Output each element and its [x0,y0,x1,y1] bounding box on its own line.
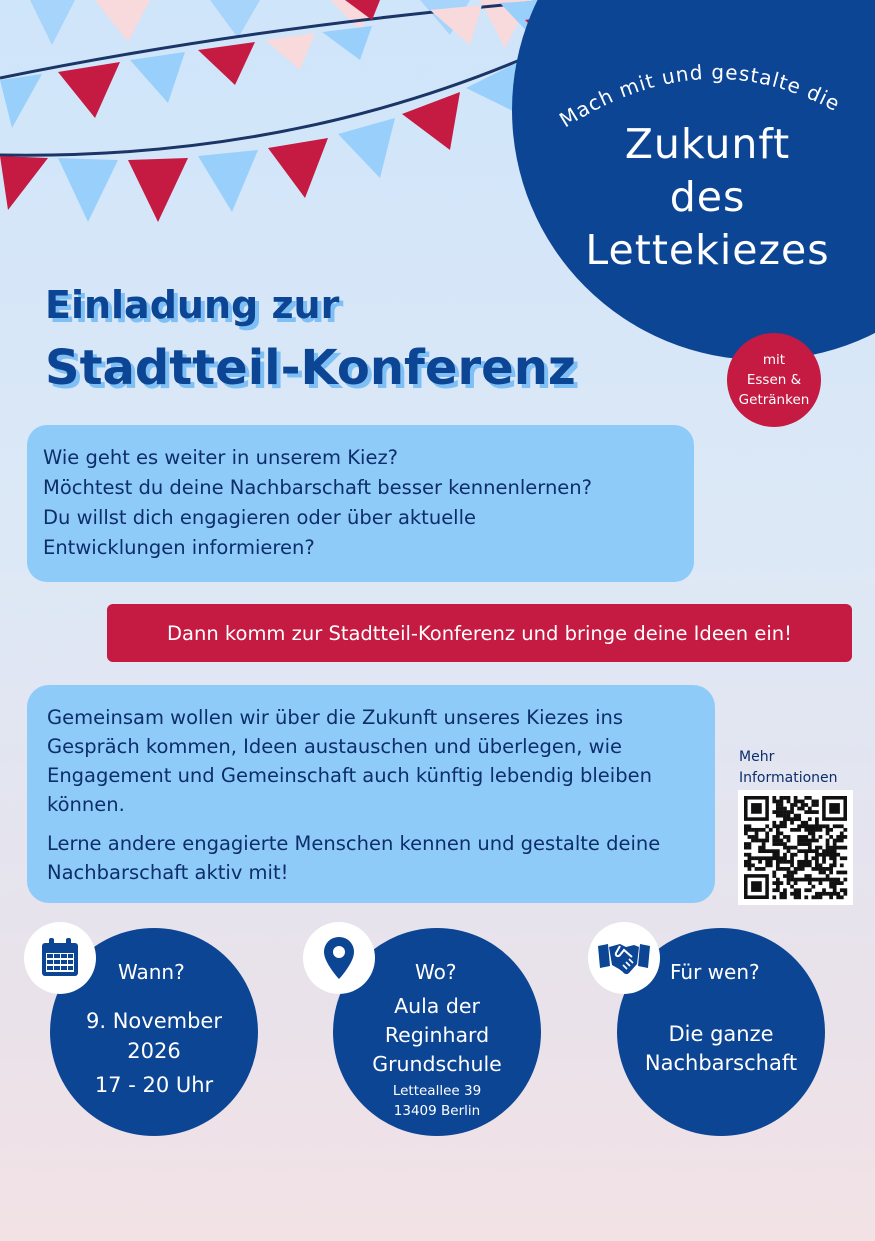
handshake-icon-badge [588,922,660,994]
intro-box [27,425,694,582]
tagline-text: Mach mit und gestalte die [555,59,845,133]
calendar-icon-badge [24,922,96,994]
call-to-action-banner [107,604,852,662]
intro-line-1: Wie geht es weiter in unserem Kiez? [43,446,399,469]
when-label: Wann? [118,960,185,984]
food-badge [727,333,821,427]
title-line-1: Einladung zur [45,283,340,327]
qr-label [739,747,838,789]
headline-line-3: Lettekiezes [585,226,830,274]
description-paragraph-1: Gemeinsam wollen wir über die Zukunft unseres Kiezes ins Gespräch kommen, Ideen austauschen und überlegen, wie Engagement und Gemeinschaft auch künftig lebendig bleiben können. [47,706,652,816]
title-line-2: Stadtteil-Konferenz [45,340,576,396]
where-city: 13409 Berlin [393,1103,481,1119]
food-badge-line-3: Getränken [738,392,810,408]
where-venue-line-3: Grundschule [372,1052,502,1076]
intro-line-2: Möchtest du deine Nachbarschaft besser kennenlernen? [43,476,593,499]
for-whom-label: Für wen? [670,960,760,984]
map-pin-icon [321,935,357,981]
when-date [50,1006,258,1100]
food-badge-line-2: Essen & [746,372,802,388]
qr-code[interactable] [738,790,853,905]
handshake-icon [596,938,652,978]
for-whom-audience [617,1020,825,1078]
where-venue-line-2: Reginhard [384,1023,490,1047]
where-venue-line-1: Aula der [394,994,480,1018]
description-box [27,685,715,903]
when-time: 17 - 20 Uhr [94,1073,214,1097]
where-street: Letteallee 39 [392,1083,482,1099]
intro-line-4: Entwicklungen informieren? [43,536,315,559]
food-badge-line-1: mit [762,352,786,368]
qr-label-line-1: Mehr [739,749,775,765]
where-venue [333,992,541,1079]
headline-line-1: Zukunft [624,120,791,168]
when-date-line-2: 2026 [127,1039,181,1063]
where-label: Wo? [415,960,457,984]
for-whom-line-1: Die ganze [668,1022,774,1046]
map-pin-icon-badge [303,922,375,994]
call-to-action-text: Dann komm zur Stadtteil-Konferenz und bringe deine Ideen ein! [167,621,792,645]
for-whom-line-2: Nachbarschaft [644,1051,798,1075]
headline [565,118,850,277]
intro-line-3: Du willst dich engagieren oder über aktuelle [43,506,477,529]
headline-line-2: des [669,173,746,221]
qr-label-line-2: Informationen [739,770,838,786]
calendar-icon [38,936,82,980]
description-paragraph-2: Lerne andere engagierte Menschen kennen und gestalte deine Nachbarschaft aktiv mit! [47,832,661,884]
when-date-line-1: 9. November [86,1009,222,1033]
where-address [333,1081,541,1121]
